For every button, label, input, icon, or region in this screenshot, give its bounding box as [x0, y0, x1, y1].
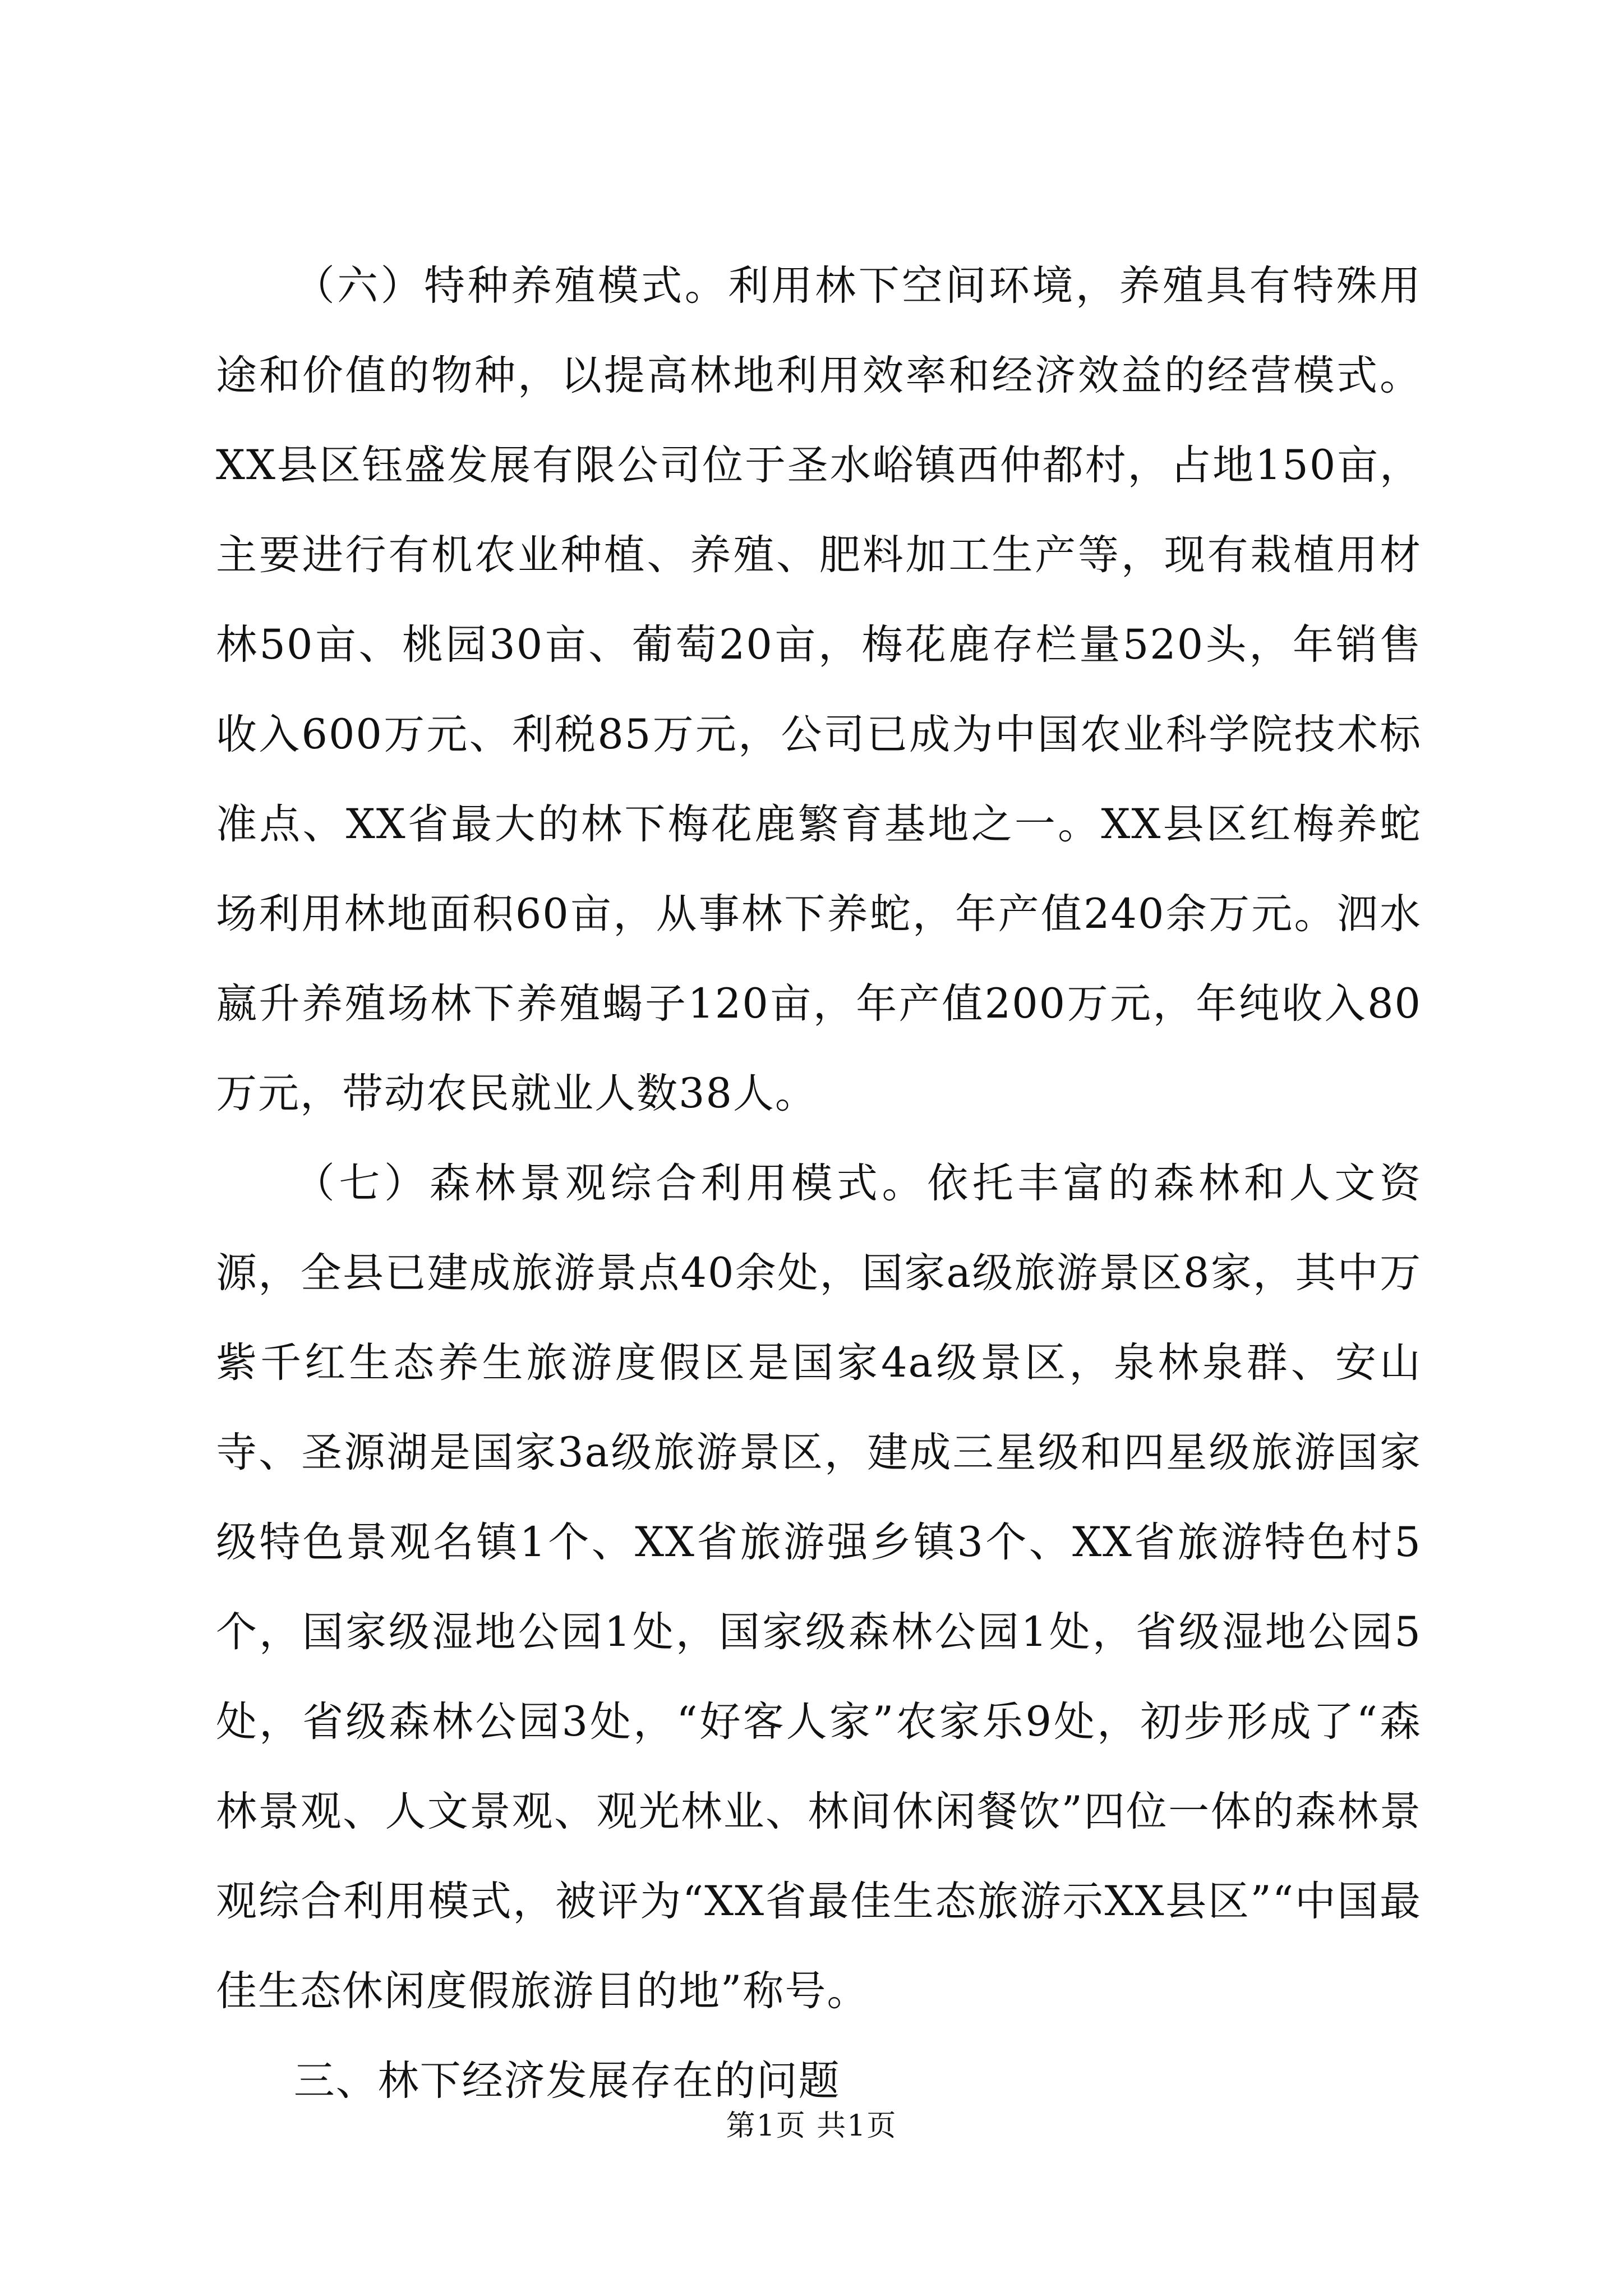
paragraph-special-breeding: （六）特种养殖模式。利用林下空间环境，养殖具有特殊用途和价值的物种，以提高林地利用效率和经济效益的经营模式。XX县区钰盛发展有限公司位于圣水峪镇西仲都村，占地150亩，主要进行有机农业种植、养殖、肥料加工生产等，现有栽植用材林50亩、桃园30亩、葡萄20亩，梅花鹿存栏量520头，年销售收入600万元、利税85万元，公司已成为中国农业科学院技术标准点、XX省最大的林下梅花鹿繁育基地之一。XX县区红梅养蛇场利用林地面积60亩，从事林下养蛇，年产值240余万元。泗水嬴升养殖场林下养殖蝎子120亩，年产值200万元，年纯收入80万元，带动农民就业人数38人。 — [216, 262, 1422, 1117]
paragraph-forest-landscape: （七）森林景观综合利用模式。依托丰富的森林和人文资源，全县已建成旅游景点40余处，国家a级旅游景区8家，其中万紫千红生态养生旅游度假区是国家4a级景区，泉林泉群、安山寺、圣源湖是国家3a级旅游景区，建成三星级和四星级旅游国家级特色景观名镇1个、XX省旅游强乡镇3个、XX省旅游特色村5个，国家级湿地公园1处，国家级森林公园1处，省级湿地公园5处，省级森林公园3处，“好客人家”农家乐9处，初步形成了“森林景观、人文景观、观光林业、林间休闲餐饮”四位一体的森林景观综合利用模式，被评为“XX省最佳生态旅游示XX县区”“中国最佳生态休闲度假旅游目的地”称号。 — [216, 1159, 1422, 2015]
page-number-footer: 第1页 共1页 — [726, 2109, 897, 2143]
document-body — [216, 241, 1422, 2126]
section-heading: 三、林下经济发展存在的问题 — [293, 2057, 841, 2105]
